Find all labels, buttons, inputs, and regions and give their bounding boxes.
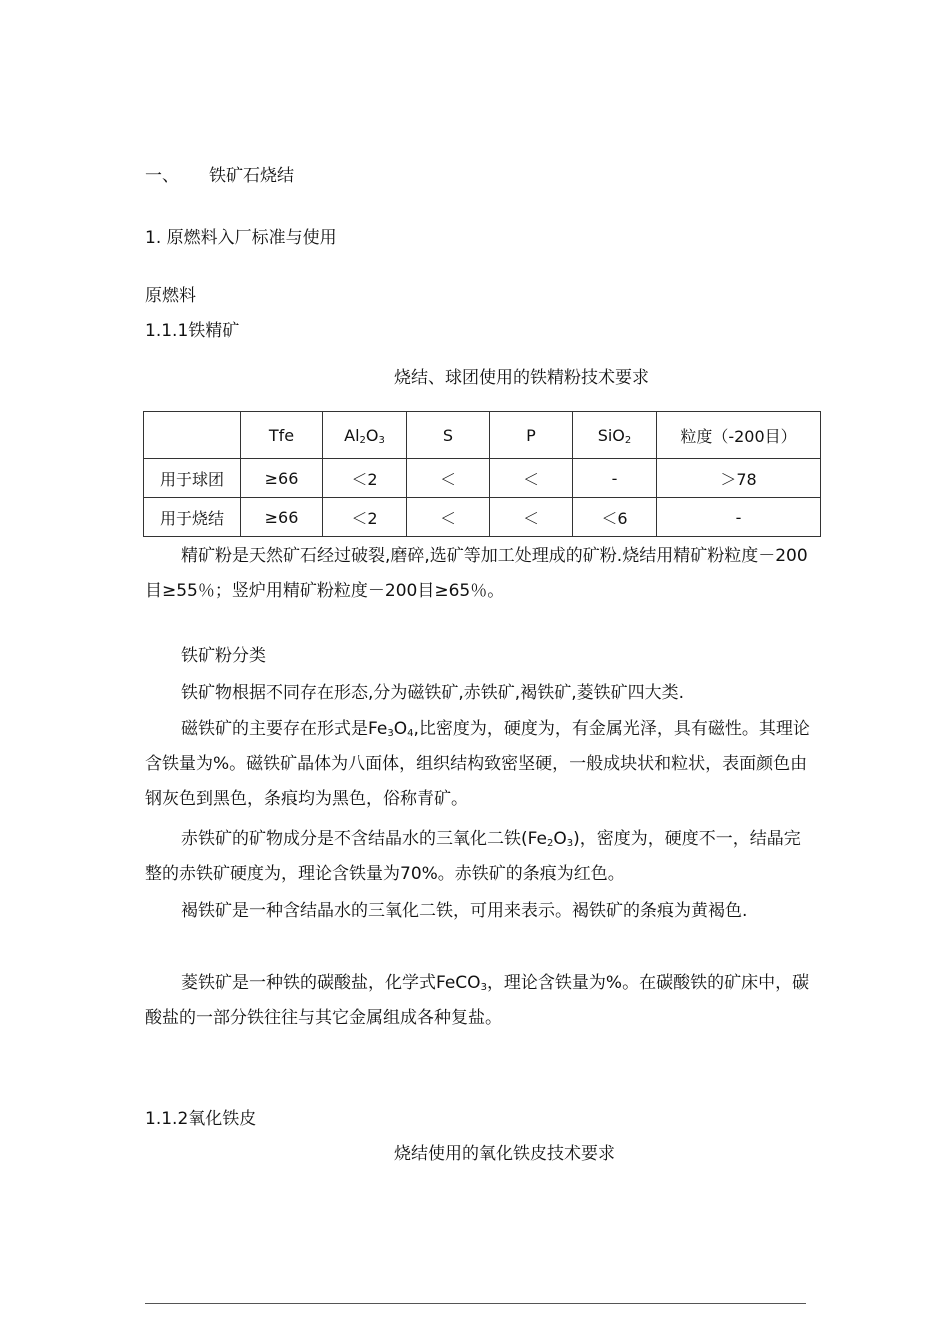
paragraph-text: ，理论含铁量为%。在碳酸铁的矿床中，碳酸盐的一部分铁往往与其它金属组成各种复盐。 [145,973,810,1028]
table-caption: 烧结、球团使用的铁精粉技术要求 [394,368,649,388]
paragraph-text: 铁矿物根据不同存在形态,分为磁铁矿,赤铁矿,褐铁矿,菱铁矿四大类. [181,683,685,703]
table-cell: - [573,459,657,498]
header-cell-s: S [407,412,490,459]
paragraph-text: 菱铁矿是一种铁的碳酸盐，化学式FeCO [181,973,481,993]
chapter-heading [145,168,294,185]
table-caption-iron-scale: 烧结使用的氧化铁皮技术要求 [394,1144,615,1164]
al-oxygen-symbol: O [365,425,379,445]
paragraph-concentrate [145,539,810,609]
table-cell: 用于球团 [144,459,241,498]
header-cell-tfe: Tfe [241,412,323,459]
table-cell: ≥66 [241,459,323,498]
chapter-title: 铁矿石烧结 [209,166,294,186]
formula-subscript: 4 [407,728,414,739]
table-row [144,498,821,537]
chapter-number: 一、 [145,166,179,186]
paragraph-text: 磁铁矿的主要存在形式是Fe [181,719,388,739]
table-cell: ＜ [490,459,573,498]
table-cell: ＜ [407,498,490,537]
classification-heading: 铁矿粉分类 [181,646,266,666]
table-cell: ＜2 [323,459,407,498]
paragraph-text: 赤铁矿的矿物成分是不含结晶水的三氧化二铁(Fe [181,829,547,849]
al-oxygen-subscript: 3 [378,434,385,446]
formula-subscript: 2 [546,838,554,849]
header-cell-al2o3 [323,412,407,459]
formula-subscript: 3 [387,728,394,739]
table-cell: ＞78 [657,459,821,498]
paragraph-text: O [553,829,567,849]
paragraph-text: 褐铁矿是一种含结晶水的三氧化二铁，可用来表示。褐铁矿的条痕为黄褐色. [181,901,748,921]
paragraph-classification [145,676,810,711]
paragraph-hematite [145,822,810,892]
paragraph-limonite [145,894,810,929]
table-header-row [144,412,821,459]
paragraph-text: O [393,719,408,739]
table-cell: - [657,498,821,537]
sio-subscript: 2 [624,434,632,446]
al-symbol: Al [344,425,360,445]
table-row [144,459,821,498]
table-cell: ＜6 [573,498,657,537]
spec-table [143,411,821,537]
header-cell-granularity: 粒度（-200目） [657,412,821,459]
table-cell: 用于烧结 [144,498,241,537]
paragraph-siderite [145,966,810,1036]
paragraph-text: 精矿粉是天然矿石经过破裂,磨碎,选矿等加工处理成的矿粉.烧结用精矿粉粒度－200目≥55％；竖炉用精矿粉粒度－200目≥65％。 [145,546,808,601]
table-cell: ≥66 [241,498,323,537]
table-cell: ＜2 [323,498,407,537]
sio-symbol: SiO [597,425,625,445]
header-cell-p: P [490,412,573,459]
paragraph-text: )，密度为，硬度不一，结晶完整的赤铁矿硬度为，理论含铁量为70%。赤铁矿的条痕为红色。 [145,829,801,884]
section-heading: 1. 原燃料入厂标准与使用 [145,228,337,248]
paragraph-text: ,比密度为，硬度为，有金属光泽，具有磁性。其理论含铁量为%。磁铁矿晶体为八面体，组织结构致密坚硬，一般成块状和粒状，表面颜色由钢灰色到黑色，条痕均为黑色，俗称青矿。 [145,719,810,809]
al-subscript: 2 [359,434,366,446]
header-cell-empty [144,412,241,459]
paragraph-magnetite [145,712,810,817]
raw-materials-label: 原燃料 [145,286,196,306]
subsection-heading-iron-scale: 1.1.2氧化铁皮 [145,1109,257,1129]
subsection-heading-iron-concentrate: 1.1.1铁精矿 [145,321,240,341]
header-cell-sio2 [573,412,657,459]
formula-subscript: 3 [480,982,487,993]
formula-subscript: 3 [566,838,574,849]
table-cell: ＜ [490,498,573,537]
table-cell: ＜ [407,459,490,498]
footer-divider [145,1303,806,1304]
